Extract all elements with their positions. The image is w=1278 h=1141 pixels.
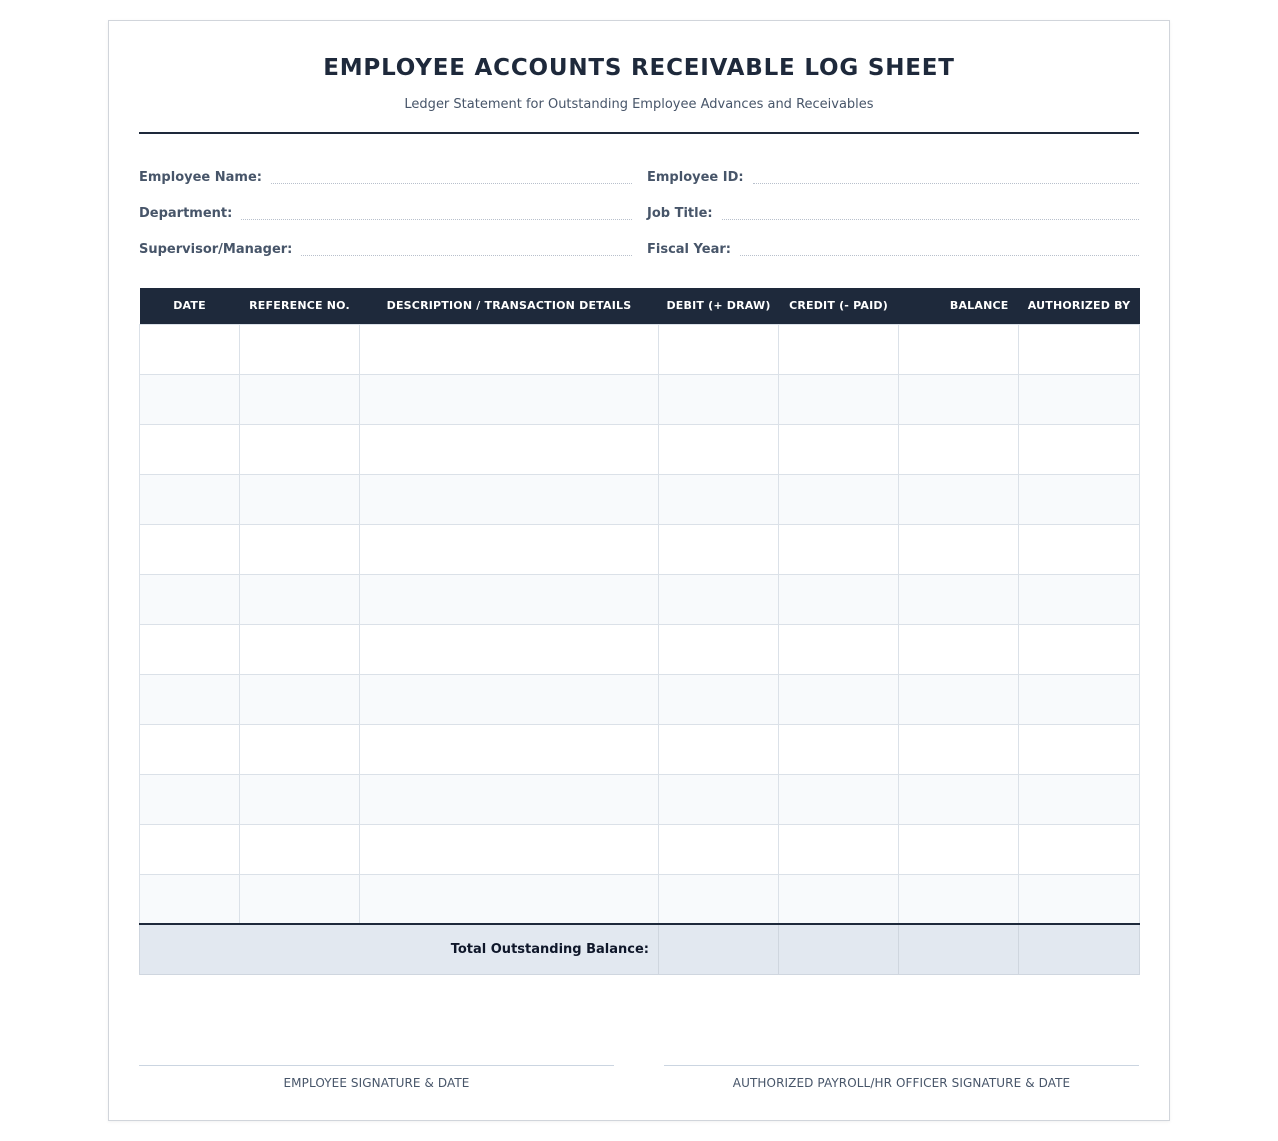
column-header-debit: DEBIT (+ DRAW)	[659, 288, 779, 324]
cell-debit[interactable]	[659, 524, 779, 574]
cell-balance[interactable]	[899, 474, 1019, 524]
cell-description[interactable]	[360, 874, 659, 924]
cell-balance[interactable]	[899, 324, 1019, 374]
fiscal-year-field[interactable]	[647, 236, 1139, 258]
cell-credit[interactable]	[779, 674, 899, 724]
table-row	[140, 324, 1140, 374]
cell-authorized[interactable]	[1019, 724, 1140, 774]
department-label: Department:	[139, 206, 233, 221]
table-row	[140, 424, 1140, 474]
cell-date[interactable]	[140, 824, 240, 874]
cell-debit[interactable]	[659, 774, 779, 824]
fiscal-year-line[interactable]	[740, 246, 1139, 256]
document-subtitle: Ledger Statement for Outstanding Employee Advances and Receivables	[404, 97, 874, 112]
ledger-header-row	[140, 288, 1140, 324]
cell-date[interactable]	[140, 574, 240, 624]
cell-date[interactable]	[140, 774, 240, 824]
employee-id-field[interactable]	[647, 164, 1139, 186]
employee-name-label: Employee Name:	[139, 170, 262, 185]
supervisor-label: Supervisor/Manager:	[139, 242, 293, 257]
column-header-description: DESCRIPTION / TRANSACTION DETAILS	[360, 288, 659, 324]
table-row	[140, 824, 1140, 874]
cell-description[interactable]	[360, 524, 659, 574]
column-header-balance: BALANCE	[899, 288, 1019, 324]
table-row	[140, 774, 1140, 824]
table-row	[140, 474, 1140, 524]
cell-credit[interactable]	[779, 524, 899, 574]
cell-reference[interactable]	[240, 324, 360, 374]
cell-reference[interactable]	[240, 724, 360, 774]
cell-authorized[interactable]	[1019, 624, 1140, 674]
cell-authorized[interactable]	[1019, 674, 1140, 724]
cell-authorized[interactable]	[1019, 574, 1140, 624]
log-sheet-page	[108, 20, 1170, 1121]
cell-reference[interactable]	[240, 424, 360, 474]
cell-balance[interactable]	[899, 424, 1019, 474]
cell-debit[interactable]	[659, 374, 779, 424]
cell-description[interactable]	[360, 424, 659, 474]
table-row	[140, 574, 1140, 624]
cell-description[interactable]	[360, 624, 659, 674]
cell-description[interactable]	[360, 774, 659, 824]
cell-authorized[interactable]	[1019, 374, 1140, 424]
employee-signature-line[interactable]	[139, 1065, 614, 1090]
cell-authorized[interactable]	[1019, 874, 1140, 924]
cell-description[interactable]	[360, 374, 659, 424]
cell-debit[interactable]	[659, 824, 779, 874]
employee-id-label: Employee ID:	[647, 170, 744, 185]
employee-name-field[interactable]	[139, 164, 632, 186]
job-title-label: Job Title:	[647, 206, 713, 221]
job-title-field[interactable]	[647, 200, 1139, 222]
employee-id-line[interactable]	[753, 174, 1139, 184]
cell-description[interactable]	[360, 824, 659, 874]
cell-date[interactable]	[140, 324, 240, 374]
cell-reference[interactable]	[240, 824, 360, 874]
total-debit-cell[interactable]	[659, 924, 779, 974]
cell-credit[interactable]	[779, 424, 899, 474]
cell-credit[interactable]	[779, 724, 899, 774]
table-row	[140, 624, 1140, 674]
ledger-table	[139, 288, 1140, 975]
cell-date[interactable]	[140, 674, 240, 724]
cell-credit[interactable]	[779, 874, 899, 924]
cell-description[interactable]	[360, 674, 659, 724]
column-header-credit: CREDIT (- PAID)	[779, 288, 899, 324]
cell-debit[interactable]	[659, 724, 779, 774]
cell-description[interactable]	[360, 474, 659, 524]
cell-date[interactable]	[140, 724, 240, 774]
cell-reference[interactable]	[240, 674, 360, 724]
cell-debit[interactable]	[659, 674, 779, 724]
cell-balance[interactable]	[899, 624, 1019, 674]
cell-balance[interactable]	[899, 874, 1019, 924]
cell-authorized[interactable]	[1019, 524, 1140, 574]
cell-debit[interactable]	[659, 324, 779, 374]
title-divider	[139, 132, 1139, 134]
total-credit-cell[interactable]	[779, 924, 899, 974]
table-row	[140, 874, 1140, 924]
cell-description[interactable]	[360, 574, 659, 624]
cell-balance[interactable]	[899, 574, 1019, 624]
employee-name-line[interactable]	[271, 174, 632, 184]
total-row	[140, 924, 1140, 974]
cell-reference[interactable]	[240, 874, 360, 924]
column-header-date: DATE	[140, 288, 240, 324]
officer-signature-label: AUTHORIZED PAYROLL/HR OFFICER SIGNATURE & DATE	[732, 1076, 1071, 1090]
total-authorized-cell[interactable]	[1019, 924, 1140, 974]
column-header-reference: REFERENCE NO.	[240, 288, 360, 324]
cell-reference[interactable]	[240, 524, 360, 574]
cell-credit[interactable]	[779, 474, 899, 524]
supervisor-line[interactable]	[301, 246, 632, 256]
cell-credit[interactable]	[779, 374, 899, 424]
supervisor-field[interactable]	[139, 236, 632, 258]
cell-reference[interactable]	[240, 624, 360, 674]
employee-signature-label: EMPLOYEE SIGNATURE & DATE	[283, 1076, 470, 1090]
cell-balance[interactable]	[899, 824, 1019, 874]
cell-credit[interactable]	[779, 574, 899, 624]
cell-authorized[interactable]	[1019, 474, 1140, 524]
table-row	[140, 724, 1140, 774]
cell-debit[interactable]	[659, 474, 779, 524]
cell-balance[interactable]	[899, 774, 1019, 824]
table-row	[140, 374, 1140, 424]
job-title-line[interactable]	[722, 210, 1139, 220]
cell-reference[interactable]	[240, 474, 360, 524]
cell-description[interactable]	[360, 724, 659, 774]
cell-date[interactable]	[140, 424, 240, 474]
cell-debit[interactable]	[659, 624, 779, 674]
cell-authorized[interactable]	[1019, 774, 1140, 824]
fiscal-year-label: Fiscal Year:	[647, 242, 731, 257]
cell-authorized[interactable]	[1019, 324, 1140, 374]
cell-credit[interactable]	[779, 324, 899, 374]
cell-reference[interactable]	[240, 774, 360, 824]
document-title: EMPLOYEE ACCOUNTS RECEIVABLE LOG SHEET	[323, 55, 955, 81]
cell-balance[interactable]	[899, 374, 1019, 424]
cell-debit[interactable]	[659, 424, 779, 474]
cell-balance[interactable]	[899, 724, 1019, 774]
cell-date[interactable]	[140, 874, 240, 924]
department-line[interactable]	[241, 210, 632, 220]
table-row	[140, 674, 1140, 724]
officer-signature-line[interactable]	[664, 1065, 1139, 1090]
cell-credit[interactable]	[779, 824, 899, 874]
cell-credit[interactable]	[779, 624, 899, 674]
table-row	[140, 524, 1140, 574]
column-header-authorized: AUTHORIZED BY	[1019, 288, 1140, 324]
cell-authorized[interactable]	[1019, 824, 1140, 874]
cell-balance[interactable]	[899, 524, 1019, 574]
department-field[interactable]	[139, 200, 632, 222]
cell-date[interactable]	[140, 524, 240, 574]
cell-date[interactable]	[140, 624, 240, 674]
cell-debit[interactable]	[659, 874, 779, 924]
total-outstanding-label: Total Outstanding Balance:	[140, 924, 659, 974]
cell-balance[interactable]	[899, 674, 1019, 724]
cell-authorized[interactable]	[1019, 424, 1140, 474]
cell-reference[interactable]	[240, 374, 360, 424]
cell-credit[interactable]	[779, 774, 899, 824]
cell-date[interactable]	[140, 474, 240, 524]
cell-date[interactable]	[140, 374, 240, 424]
cell-debit[interactable]	[659, 574, 779, 624]
ledger-body	[140, 324, 1140, 924]
total-balance-cell[interactable]	[899, 924, 1019, 974]
cell-reference[interactable]	[240, 574, 360, 624]
cell-description[interactable]	[360, 324, 659, 374]
